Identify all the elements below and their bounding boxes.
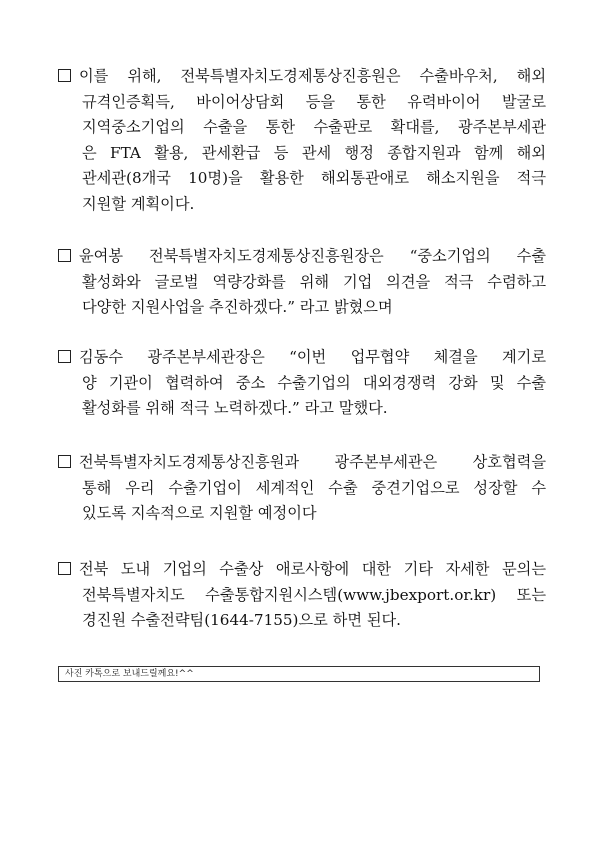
paragraph-line: 전북특별자치도경제통상진흥원과 광주본부세관은 상호협력을 xyxy=(79,453,546,471)
paragraph-line: 은 FTA 활용, 관세환급 등 관세 행정 종합지원과 함께 해외 xyxy=(82,143,546,162)
paragraph-2 xyxy=(58,244,546,321)
paragraph-3 xyxy=(58,345,546,422)
paragraph-line: 규격인증획득, 바이어상담회 등을 통한 유력바이어 발굴로 xyxy=(82,92,546,111)
paragraph-line: 전북 도내 기업의 수출상 애로사항에 대한 기타 자세한 문의는 xyxy=(79,560,546,578)
paragraph-line: 김동수 광주본부세관장은 “이번 업무협약 체결을 계기로 xyxy=(79,348,546,366)
paragraph-line: 경진원 수출전략팀(1644-7155)으로 하면 된다. xyxy=(82,611,401,630)
checkbox-square-icon xyxy=(58,562,71,575)
paragraph-line: 지원할 계획이다. xyxy=(82,194,195,213)
paragraph-line: 활성화와 글로벌 역량강화를 위해 기업 의견을 적극 수렴하고 xyxy=(82,272,546,291)
paragraph-line: 있도록 지속적으로 지원할 예정이다 xyxy=(82,504,317,523)
paragraph-line: 이를 위해, 전북특별자치도경제통상진흥원은 수출바우처, 해외 xyxy=(79,67,546,85)
paragraph-line: 윤여봉 전북특별자치도경제통상진흥원장은 “중소기업의 수출 xyxy=(79,247,546,265)
paragraph-line: 다양한 지원사업을 추진하겠다.” 라고 밝혔으며 xyxy=(82,298,393,317)
checkbox-square-icon xyxy=(58,69,71,82)
checkbox-square-icon xyxy=(58,350,71,363)
paragraph-line: 전북특별자치도 수출통합지원시스템(www.jbexport.or.kr) 또는 xyxy=(82,585,546,604)
paragraph-5 xyxy=(58,557,546,634)
paragraph-line: 지역중소기업의 수출을 통한 수출판로 확대를, 광주본부세관 xyxy=(82,118,546,137)
note-box: 사진 카톡으로 보내드릴께요!^^ xyxy=(58,666,540,682)
paragraph-4 xyxy=(58,450,546,527)
paragraph-line: 통해 우리 수출기업이 세계적인 수출 중견기업으로 성장할 수 xyxy=(82,478,546,497)
checkbox-square-icon xyxy=(58,455,71,468)
paragraph-1 xyxy=(58,64,546,218)
paragraph-line: 활성화를 위해 적극 노력하겠다.” 라고 말했다. xyxy=(82,399,388,418)
checkbox-square-icon xyxy=(58,249,71,262)
paragraph-line: 관세관(8개국 10명)을 활용한 해외통관애로 해소지원을 적극 xyxy=(82,169,546,188)
paragraph-line: 양 기관이 협력하여 중소 수출기업의 대외경쟁력 강화 및 수출 xyxy=(82,373,546,392)
